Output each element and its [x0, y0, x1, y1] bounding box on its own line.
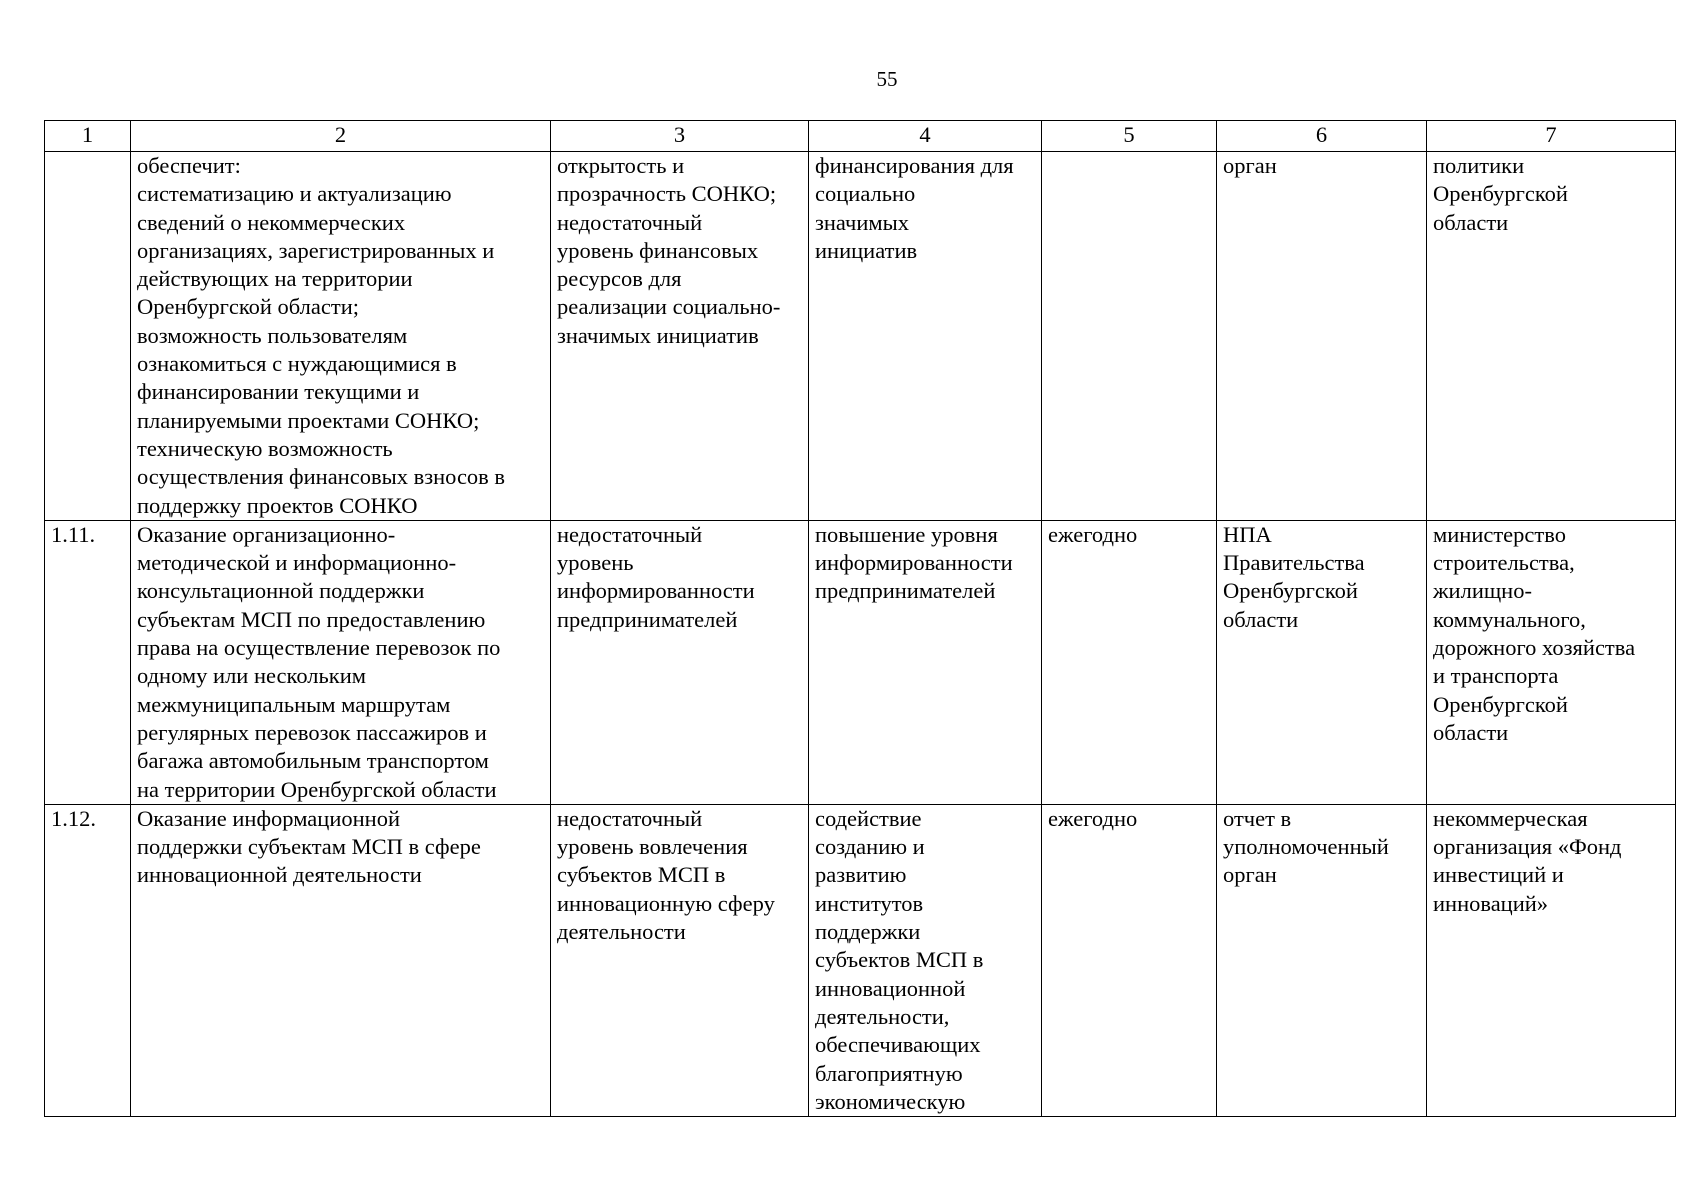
cell-measure: Оказание информационной поддержки субъектам МСП в сфере инновационной деятельности	[131, 804, 551, 1116]
cell-executor: министерство строительства, жилищно- коммунального, дорожного хозяйства и транспорта Оренбургской области	[1427, 520, 1676, 804]
header-cell-1: 1	[45, 121, 131, 152]
cell-result: содействие созданию и развитию институтов поддержки субъектов МСП в инновационной деятельности, обеспечивающих благоприятную экономическую	[809, 804, 1042, 1116]
cell-result: финансирования для социально значимых инициатив	[809, 152, 1042, 521]
header-cell-3: 3	[551, 121, 809, 152]
cell-form: НПА Правительства Оренбургской области	[1217, 520, 1427, 804]
cell-number	[45, 152, 131, 521]
cell-executor: политики Оренбургской области	[1427, 152, 1676, 521]
cell-measure: обеспечит: систематизацию и актуализацию сведений о некоммерческих организациях, зарегистрированных и действующих на территории Оренбургской области; возможность пользователям ознакомиться с нуждающимися в финансировании текущими и планируемыми проектами СОНКО; техническую возможность осуществления финансовых взносов в поддержку проектов СОНКО	[131, 152, 551, 521]
cell-form: орган	[1217, 152, 1427, 521]
cell-term: ежегодно	[1042, 520, 1217, 804]
table-header-row	[45, 121, 1676, 152]
header-cell-6: 6	[1217, 121, 1427, 152]
cell-term: ежегодно	[1042, 804, 1217, 1116]
table-row	[45, 520, 1676, 804]
header-cell-2: 2	[131, 121, 551, 152]
cell-number: 1.11.	[45, 520, 131, 804]
table-row	[45, 152, 1676, 521]
header-cell-5: 5	[1042, 121, 1217, 152]
cell-problem: недостаточный уровень вовлечения субъектов МСП в инновационную сферу деятельности	[551, 804, 809, 1116]
cell-problem: недостаточный уровень информированности предпринимателей	[551, 520, 809, 804]
header-cell-4: 4	[809, 121, 1042, 152]
table-row	[45, 804, 1676, 1116]
header-cell-7: 7	[1427, 121, 1676, 152]
cell-number: 1.12.	[45, 804, 131, 1116]
measures-table	[44, 120, 1676, 1117]
cell-problem: открытость и прозрачность СОНКО; недостаточный уровень финансовых ресурсов для реализации социально- значимых инициатив	[551, 152, 809, 521]
cell-executor: некоммерческая организация «Фонд инвестиций и инноваций»	[1427, 804, 1676, 1116]
page-number: 55	[876, 67, 898, 91]
cell-result: повышение уровня информированности предпринимателей	[809, 520, 1042, 804]
cell-term	[1042, 152, 1217, 521]
cell-form: отчет в уполномоченный орган	[1217, 804, 1427, 1116]
cell-measure: Оказание организационно- методической и информационно- консультационной поддержки субъектам МСП по предоставлению права на осуществление перевозок по одному или нескольким межмуниципальным маршрутам регулярных перевозок пассажиров и багажа автомобильным транспортом на территории Оренбургской области	[131, 520, 551, 804]
